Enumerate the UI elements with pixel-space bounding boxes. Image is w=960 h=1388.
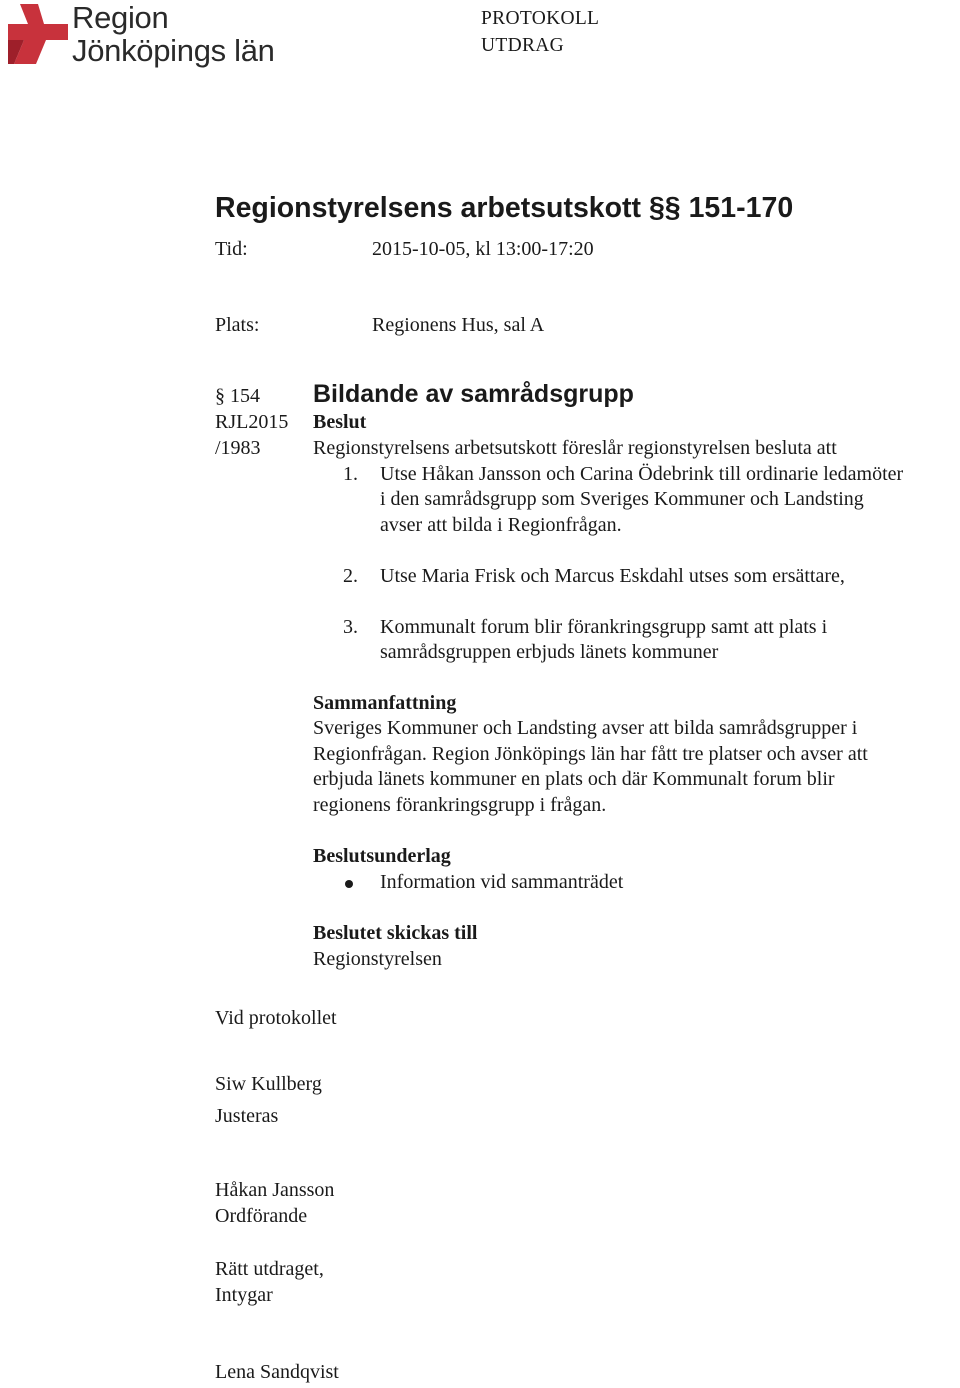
decision-item-text: Kommunalt forum blir förankringsgrupp samt att plats i xyxy=(380,616,828,638)
certifier-name: Lena Sandqvist xyxy=(215,1361,339,1383)
summary-heading: Sammanfattning xyxy=(313,692,457,714)
doc-type-protocol: PROTOKOLL xyxy=(481,8,600,29)
decision-item-text: samrådsgruppen erbjuds länets kommuner xyxy=(380,641,719,663)
place-value: Regionens Hus, sal A xyxy=(372,314,545,336)
sent-to-heading: Beslutet skickas till xyxy=(313,922,478,944)
chair-name: Håkan Jansson xyxy=(215,1179,335,1201)
certifies-label: Intygar xyxy=(215,1284,273,1306)
summary-line: regionens förankringsgrupp i frågan. xyxy=(313,794,607,816)
page-title: Regionstyrelsens arbetsutskott §§ 151-170 xyxy=(215,192,794,224)
logo-text-region: Region xyxy=(72,0,169,35)
summary-line: Sveriges Kommuner och Landsting avser att bilda samrådsgrupper i xyxy=(313,717,858,739)
summary-line: erbjuda länets kommuner en plats och där Kommunalt forum blir xyxy=(313,768,835,790)
secretary-name: Siw Kullberg xyxy=(215,1073,322,1095)
bullet-icon xyxy=(345,880,353,888)
decision-item-text: avser att bilda i Regionfrågan. xyxy=(380,514,622,536)
logo-text-county: Jönköpings län xyxy=(72,33,275,68)
basis-heading: Beslutsunderlag xyxy=(313,845,451,867)
paragraph-number: § 154 xyxy=(215,385,260,407)
decision-item-text: Utse Maria Frisk och Marcus Eskdahl utses som ersättare, xyxy=(380,565,845,587)
decision-heading: Beslut xyxy=(313,411,367,433)
case-reference-line2: /1983 xyxy=(215,437,261,459)
at-protocol-label: Vid protokollet xyxy=(215,1007,337,1029)
decision-item-text: Utse Håkan Jansson och Carina Ödebrink till ordinarie ledamöter xyxy=(380,463,904,485)
region-logo-mark-icon xyxy=(6,0,72,70)
decision-intro: Regionstyrelsens arbetsutskott föreslår regionstyrelsen besluta att xyxy=(313,437,837,459)
section-title: Bildande av samrådsgrupp xyxy=(313,380,634,408)
decision-item-number: 1. xyxy=(343,463,358,485)
region-logo xyxy=(6,0,296,72)
certified-label: Rätt utdraget, xyxy=(215,1258,324,1280)
basis-item: Information vid sammanträdet xyxy=(380,871,624,893)
decision-item-number: 2. xyxy=(343,565,358,587)
time-label: Tid: xyxy=(215,238,248,260)
place-label: Plats: xyxy=(215,314,260,336)
decision-item-number: 3. xyxy=(343,616,358,638)
chair-role: Ordförande xyxy=(215,1205,308,1227)
case-reference-line1: RJL2015 xyxy=(215,411,289,433)
sent-to-recipient: Regionstyrelsen xyxy=(313,948,442,970)
time-value: 2015-10-05, kl 13:00-17:20 xyxy=(372,238,594,260)
summary-line: Regionfrågan. Region Jönköpings län har fått tre platser och avser att xyxy=(313,743,868,765)
doc-type-extract: UTDRAG xyxy=(481,35,565,56)
adjusted-label: Justeras xyxy=(215,1105,279,1127)
decision-item-text: i den samrådsgrupp som Sveriges Kommuner och Landsting xyxy=(380,488,864,510)
